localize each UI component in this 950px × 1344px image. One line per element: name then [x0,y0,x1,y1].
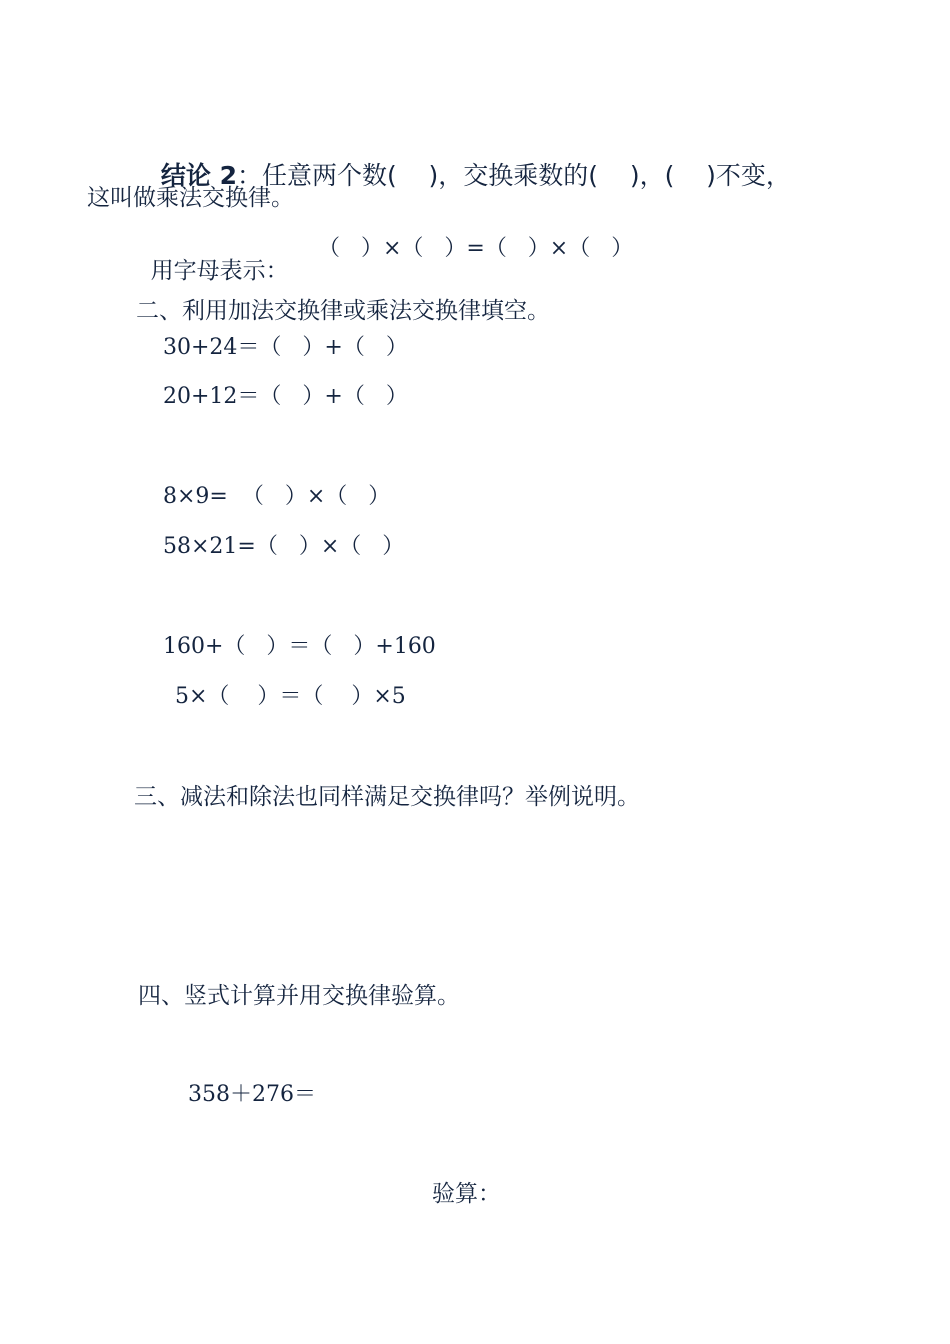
section2-title: 二、利用加法交换律或乘法交换律填空。 [136,298,550,324]
conclusion-line [145,138,791,188]
exercise-item-2: 20+12＝（ ）+（ ） [163,384,408,409]
conclusion-text: ：任意两个数( )，交换乘数的( )，( )不变， [237,161,791,190]
formula-expression: （ ）×（ ）=（ ）×（ ） [318,236,634,261]
exercise-item-1: 30+24＝（ ）+（ ） [163,335,408,360]
section3-title: 三、减法和除法也同样满足交换律吗？举例说明。 [134,784,640,810]
formula-line [136,237,289,283]
conclusion-continuation: 这叫做乘法交换律。 [87,185,294,211]
exercise-item-6: 5×（ ）＝（ ）×5 [175,684,406,709]
exercise-item-3: 8×9= （ ）×（ ） [163,484,391,509]
formula-label: 用字母表示： [150,258,289,284]
vertical-calc-expression: 358＋276＝ [188,1082,316,1107]
section4-title: 四、竖式计算并用交换律验算。 [138,983,460,1009]
verify-label: 验算： [432,1181,501,1207]
exercise-item-5: 160+（ ）＝（ ）+160 [163,634,436,659]
exercise-item-4: 58×21=（ ）×（ ） [163,534,405,559]
conclusion-label: 结论 2 [160,161,238,190]
